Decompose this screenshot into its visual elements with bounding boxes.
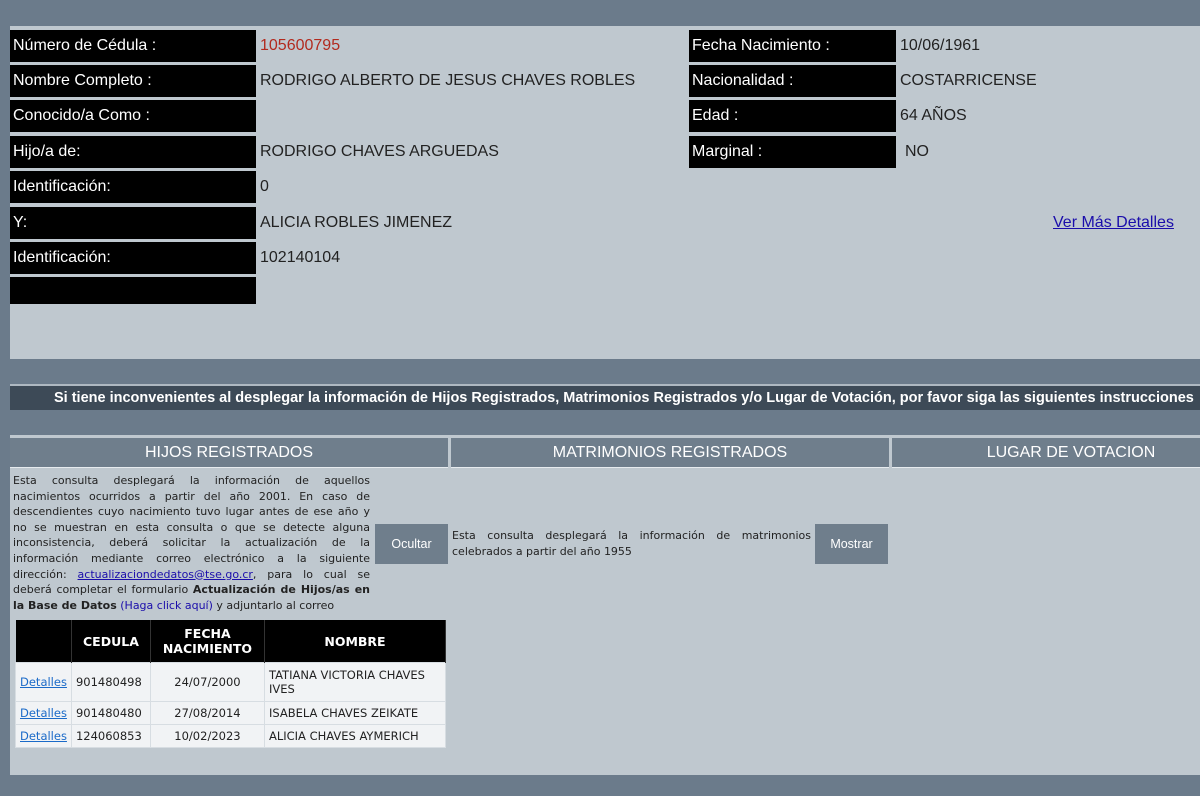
hijo-de-label: Hijo/a de: — [10, 136, 256, 168]
detalles-link[interactable]: Detalles — [20, 675, 67, 689]
cedula-cell: 901480480 — [71, 702, 150, 725]
hijos-registrados-header: HIJOS REGISTRADOS — [10, 438, 448, 468]
cedula-column-header: CEDULA — [71, 620, 150, 663]
identificacion-padre-value: 0 — [260, 178, 269, 195]
marginal-value: NO — [905, 143, 929, 160]
ver-mas-detalles-link[interactable]: Ver Más Detalles — [1053, 214, 1174, 231]
fecha-cell: 10/02/2023 — [150, 725, 264, 748]
fecha-cell: 24/07/2000 — [150, 663, 264, 702]
nacionalidad-label: Nacionalidad : — [689, 65, 896, 97]
nombre-cell: ISABELA CHAVES ZEIKATE — [264, 702, 445, 725]
identificacion-madre-value: 102140104 — [260, 249, 341, 266]
matrimonios-description: Esta consulta desplegará la información de matrimonios celebrados a partir del año 1955 — [452, 529, 811, 558]
ocultar-button[interactable]: Ocultar — [375, 524, 448, 564]
table-row — [16, 663, 446, 702]
table-row — [16, 702, 446, 725]
fecha-nacimiento-label: Fecha Nacimiento : — [689, 30, 896, 62]
identificacion-padre-label: Identificación: — [10, 171, 256, 203]
madre-value: ALICIA ROBLES JIMENEZ — [260, 214, 453, 231]
cedula-cell: 901480498 — [71, 663, 150, 702]
nacionalidad-value: COSTARRICENSE — [900, 72, 1037, 89]
empty-label — [10, 277, 256, 304]
cedula-value: 105600795 — [260, 37, 341, 54]
hijos-table — [15, 620, 446, 748]
fecha-cell: 27/08/2014 — [150, 702, 264, 725]
detalles-cell — [16, 725, 72, 748]
table-row — [16, 725, 446, 748]
fecha-nacimiento-value: 10/06/1961 — [900, 37, 981, 54]
nombre-cell: ALICIA CHAVES AYMERICH — [264, 725, 445, 748]
edad-value: 64 AÑOS — [900, 107, 967, 124]
edad-label: Edad : — [689, 100, 896, 132]
fecha-column-header: FECHA NACIMIENTO — [150, 620, 264, 663]
hijos-text-2: , para lo cual se deberá completar el formulario — [13, 567, 370, 597]
nombre-column-header: NOMBRE — [264, 620, 445, 663]
mostrar-button[interactable]: Mostrar — [815, 524, 888, 564]
hijos-text-1: Esta consulta desplegará la información de aquellos nacimientos ocurridos a partir del año 2001. En caso de descendientes cuyo nacimiento tuvo lugar antes de ese año y no se muestran en esta consulta o que se detecte alguna inconsistencia, deberá solicitar la actualización de la información mediante correo electrónico a la siguiente dirección: — [13, 474, 370, 581]
detalles-link[interactable]: Detalles — [20, 729, 67, 743]
nombre-label: Nombre Completo : — [10, 65, 256, 97]
detalles-link[interactable]: Detalles — [20, 706, 67, 720]
y-label: Y: — [10, 207, 256, 239]
table-header-row — [16, 620, 446, 663]
hijos-description — [13, 473, 370, 613]
cedula-label: Número de Cédula : — [10, 30, 256, 62]
email-link[interactable]: actualizaciondedatos@tse.go.cr — [77, 567, 253, 581]
hijos-text-3: y adjuntarlo al correo — [216, 598, 335, 612]
haga-click-link[interactable]: (Haga click aquí) — [120, 598, 213, 612]
identificacion-madre-label: Identificación: — [10, 242, 256, 274]
nombre-value: RODRIGO ALBERTO DE JESUS CHAVES ROBLES — [260, 72, 636, 89]
marginal-label: Marginal : — [689, 136, 896, 168]
detalles-column-header — [16, 620, 72, 663]
form-name: Actualización de Hijos/as en la Base de Datos — [13, 583, 370, 612]
matrimonios-registrados-header: MATRIMONIOS REGISTRADOS — [451, 438, 889, 468]
padre-value: RODRIGO CHAVES ARGUEDAS — [260, 143, 499, 160]
lugar-votacion-header: LUGAR DE VOTACION — [892, 438, 1200, 468]
cedula-cell: 124060853 — [71, 725, 150, 748]
instructions-banner: Si tiene inconvenientes al desplegar la información de Hijos Registrados, Matrimonios Registrados y/o Lugar de Votación, por favor siga las siguientes instrucciones — [10, 384, 1200, 410]
detalles-cell — [16, 663, 72, 702]
conocido-label: Conocido/a Como : — [10, 100, 256, 132]
detalles-cell — [16, 702, 72, 725]
nombre-cell: TATIANA VICTORIA CHAVES IVES — [264, 663, 445, 702]
